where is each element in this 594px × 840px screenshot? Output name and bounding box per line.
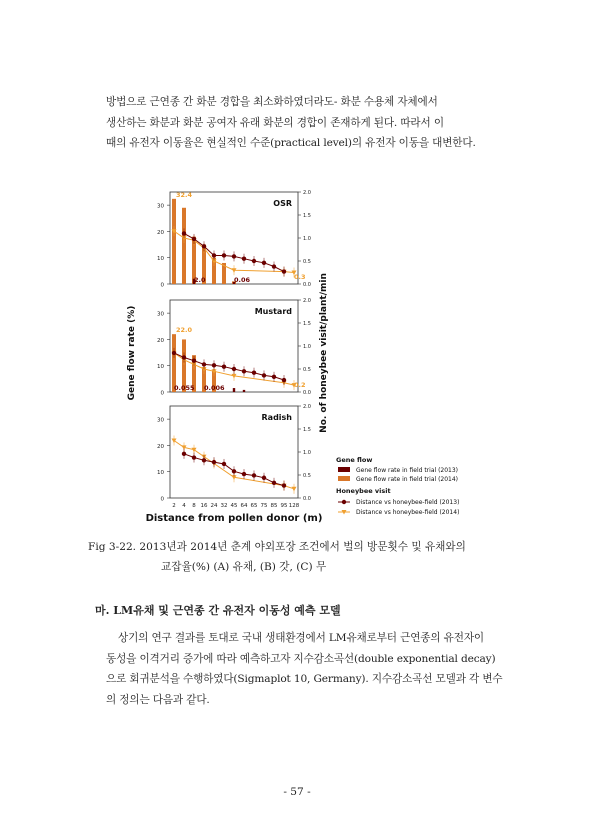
right-tick-label: 0.0 xyxy=(303,390,311,396)
x-tick-label: 65 xyxy=(250,503,258,509)
visit-2013-point xyxy=(272,264,276,268)
visit-2013-point xyxy=(202,362,206,366)
visit-2013-point xyxy=(262,373,266,377)
visit-2013-point xyxy=(242,472,246,476)
visit-2013-point xyxy=(212,363,216,367)
paragraph-1-line: 방법으로 근연종 간 화분 경합을 최소화하였더라도- 화분 수용체 자체에서 xyxy=(106,96,438,108)
paragraph-1 xyxy=(106,92,510,154)
x-tick-label: 64 xyxy=(240,503,248,509)
panel-title: OSR xyxy=(273,199,292,208)
data-label: 0.2 xyxy=(294,381,306,389)
visit-2014-point xyxy=(292,487,297,492)
left-tick-label: 10 xyxy=(157,256,164,263)
visit-2013-point xyxy=(232,254,236,258)
legend-label-2013: Gene flow rate in field trial (2013) xyxy=(356,467,459,474)
data-label: 0.055 xyxy=(174,384,195,392)
visit-2013-point xyxy=(202,244,206,248)
right-tick-label: 2.0 xyxy=(303,298,311,304)
legend-swatch-2014 xyxy=(338,476,350,481)
visit-2013-point xyxy=(172,351,176,355)
visit-2013-point xyxy=(222,365,226,369)
left-tick-label: 30 xyxy=(157,311,164,318)
data-label: 0.006 xyxy=(204,384,225,392)
visit-2013-point xyxy=(252,259,256,263)
figure xyxy=(118,188,498,528)
left-tick-label: 0 xyxy=(160,390,164,397)
visit-2013-point xyxy=(252,473,256,477)
paragraph-2-line: 동성을 이격거리 증가에 따라 예측하고자 지수감소곡선(double exponential decay) xyxy=(106,652,496,665)
x-tick-label: 32 xyxy=(220,503,228,509)
data-label: 22.0 xyxy=(176,326,193,335)
right-tick-label: 2.0 xyxy=(303,404,311,410)
legend-title-honeybee: Honeybee visit xyxy=(336,487,391,495)
page-number: - 57 - xyxy=(283,786,311,798)
visit-2013-point xyxy=(202,458,206,462)
x-tick-label: 95 xyxy=(280,503,288,509)
x-tick-label: 128 xyxy=(288,503,300,509)
legend-title-gene-flow: Gene flow xyxy=(336,456,373,464)
left-tick-label: 20 xyxy=(157,443,164,450)
visit-2013-point xyxy=(232,469,236,473)
visit-2013-point xyxy=(222,253,226,257)
x-tick-label: 85 xyxy=(270,503,278,509)
visit-2013-point xyxy=(182,355,186,359)
visit-2013-point xyxy=(182,452,186,456)
caption-line-1: Fig 3-22. 2013년과 2014년 춘계 야외포장 조건에서 벌의 방문횟수 및 유채와의 xyxy=(88,541,466,553)
legend-label-visit-2014: Distance vs honeybee-field (2014) xyxy=(356,509,460,516)
y-axis-right-label: No. of honeybee visit/plant/min xyxy=(319,273,329,433)
legend-swatch-2013 xyxy=(338,467,350,472)
paragraph-1-line: 때의 유전자 이동율은 현실적인 수준(practical level)의 유전자 이동을 대변한다. xyxy=(106,137,476,149)
figure-caption xyxy=(88,537,518,577)
panel-title: Radish xyxy=(261,413,292,422)
x-tick-label: 4 xyxy=(182,503,186,509)
x-tick-label: 16 xyxy=(200,503,208,509)
paragraph-2-line: 상기의 연구 결과를 토대로 국내 생태환경에서 LM유채로부터 근연종의 유전자이 xyxy=(118,632,484,644)
data-label: 32.4 xyxy=(176,190,193,199)
legend-label-visit-2013: Distance vs honeybee-field (2013) xyxy=(356,499,460,506)
visit-2013-point xyxy=(282,483,286,487)
paragraph-1-line: 생산하는 화분과 화분 공여자 유래 화분의 경합이 존재하게 된다. 따라서 이 xyxy=(106,116,444,129)
visit-2013-point xyxy=(212,460,216,464)
panel-title: Mustard xyxy=(254,307,292,316)
visit-2013-line xyxy=(174,353,284,380)
caption-line-2: 교잡율(%) (A) 유채, (B) 갓, (C) 무 xyxy=(161,561,327,573)
right-tick-label: 0.5 xyxy=(303,367,311,373)
right-tick-label: 1.0 xyxy=(303,344,311,350)
paragraph-2 xyxy=(106,628,510,710)
visit-2013-point xyxy=(242,257,246,261)
visit-2013-point xyxy=(192,359,196,363)
left-tick-label: 10 xyxy=(157,470,164,477)
x-tick-label: 8 xyxy=(192,503,196,509)
visit-2013-point xyxy=(272,375,276,379)
legend-label-2014: Gene flow rate in field trial (2014) xyxy=(356,476,459,483)
bar-2013 xyxy=(243,390,245,392)
paragraph-2-line: 으로 회귀분석을 수행하였다(Sigmaplot 10, Germany). 지수감소곡선 모델과 각 변수 xyxy=(106,673,503,685)
bar-2014 xyxy=(172,199,176,284)
legend-marker-2013 xyxy=(342,500,346,504)
right-tick-label: 0.0 xyxy=(303,282,311,288)
right-tick-label: 1.5 xyxy=(303,427,311,433)
left-tick-label: 20 xyxy=(157,337,164,344)
visit-2013-point xyxy=(222,462,226,466)
visit-2013-point xyxy=(212,253,216,257)
y-axis-left-label: Gene flow rate (%) xyxy=(127,305,137,401)
visit-2014-point xyxy=(172,439,177,444)
bar-2014 xyxy=(182,208,186,284)
data-label: 2.0 xyxy=(194,276,206,284)
left-tick-label: 30 xyxy=(157,203,164,210)
right-tick-label: 0.5 xyxy=(303,259,311,265)
x-tick-label: 2 xyxy=(172,503,176,509)
visit-2013-point xyxy=(262,261,266,265)
visit-2013-point xyxy=(282,269,286,273)
data-label: 0.3 xyxy=(294,273,306,281)
visit-2013-point xyxy=(232,367,236,371)
right-tick-label: 0.5 xyxy=(303,473,311,479)
left-tick-label: 10 xyxy=(157,364,164,371)
visit-2013-point xyxy=(182,231,186,235)
visit-2013-point xyxy=(192,455,196,459)
right-tick-label: 1.0 xyxy=(303,450,311,456)
x-tick-label: 45 xyxy=(230,503,238,509)
section-heading: 마. LM유채 및 근연종 간 유전자 이동성 예측 모델 xyxy=(95,604,341,617)
visit-2013-point xyxy=(282,378,286,382)
right-tick-label: 1.0 xyxy=(303,236,311,242)
visit-2014-point xyxy=(192,448,197,453)
gene-flow-chart xyxy=(118,188,498,528)
visit-2013-point xyxy=(272,481,276,485)
visit-2013-point xyxy=(252,370,256,374)
visit-2013-point xyxy=(192,237,196,241)
right-tick-label: 0.0 xyxy=(303,496,311,502)
left-tick-label: 0 xyxy=(160,496,164,503)
left-tick-label: 20 xyxy=(157,229,164,236)
paragraph-2-line: 의 정의는 다음과 같다. xyxy=(106,693,210,706)
right-tick-label: 2.0 xyxy=(303,190,311,196)
visit-2013-point xyxy=(242,369,246,373)
bar-2013 xyxy=(233,388,235,392)
x-axis-label: Distance from pollen donor (m) xyxy=(145,513,323,524)
x-tick-label: 24 xyxy=(210,503,218,509)
left-tick-label: 30 xyxy=(157,417,164,424)
right-tick-label: 1.5 xyxy=(303,213,311,219)
x-tick-label: 75 xyxy=(260,503,268,509)
visit-2013-point xyxy=(262,476,266,480)
left-tick-label: 0 xyxy=(160,282,164,289)
data-label: 0.06 xyxy=(234,276,251,284)
right-tick-label: 1.5 xyxy=(303,321,311,327)
